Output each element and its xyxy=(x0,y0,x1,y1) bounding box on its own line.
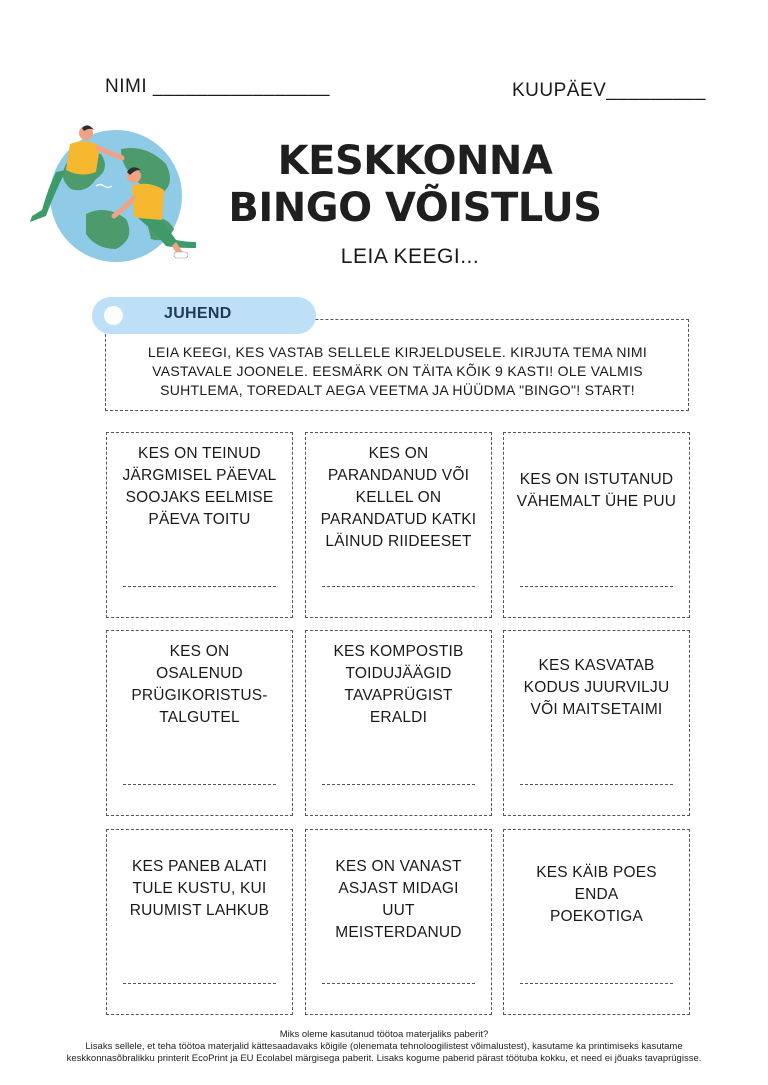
name-answer-line[interactable] xyxy=(123,784,276,785)
name-answer-line[interactable] xyxy=(123,983,276,984)
name-answer-line[interactable] xyxy=(322,784,475,785)
bingo-card-9[interactable] xyxy=(503,829,690,1015)
bingo-card-prompt: KES KÄIB POES ENDA POEKOTIGA xyxy=(536,864,657,925)
bingo-card-prompt: KES ON VANAST ASJAST MIDAGI UUT MEISTERDANUD xyxy=(335,858,462,941)
footer-question: Miks oleme kasutanud töötoa materjaliks paberit? xyxy=(279,1029,489,1040)
bingo-card-3[interactable] xyxy=(503,432,690,618)
bingo-card-7[interactable] xyxy=(106,829,293,1015)
earth-hug-illustration xyxy=(26,124,206,264)
date-field-label: KUUPÄEV_________ xyxy=(512,80,706,101)
name-answer-line[interactable] xyxy=(520,784,673,785)
page-title-line2: BINGO VÕISTLUS xyxy=(228,185,602,231)
name-answer-line[interactable] xyxy=(123,586,276,587)
name-field-label: NIMI ________________ xyxy=(105,76,330,97)
bingo-card-2[interactable] xyxy=(305,432,492,618)
bullet-dot-icon xyxy=(104,306,123,325)
name-answer-line[interactable] xyxy=(322,586,475,587)
bingo-card-prompt: KES PANEB ALATI TULE KUSTU, KUI RUUMIST LAHKUB xyxy=(129,858,270,919)
name-answer-line[interactable] xyxy=(520,983,673,984)
bingo-card-8[interactable] xyxy=(305,829,492,1015)
page-title-line1: KESKKONNA xyxy=(277,138,553,184)
bingo-card-1[interactable] xyxy=(106,432,293,618)
bingo-card-prompt: KES KASVATAB KODUS JUURVILJU VÕI MAITSETAIMI xyxy=(523,657,670,718)
bingo-card-prompt: KES ON PARANDANUD VÕI KELLEL ON PARANDATUD KATKI LÄINUD RIIDEESET xyxy=(320,445,477,550)
bingo-card-prompt: KES ON ISTUTANUD VÄHEMALT ÜHE PUU xyxy=(516,471,677,510)
instructions-text: LEIA KEEGI, KES VASTAB SELLELE KIRJELDUSELE. KIRJUTA TEMA NIMI VASTAVALE JOONELE. EESMÄRK ON TÄITA KÕIK 9 KASTI! OLE VALMIS SUHTLEMA, TOREDALT AEGA VEETMA JA HÜÜDMA "BINGO"! START! xyxy=(147,344,648,398)
instructions-heading: JUHEND xyxy=(164,305,232,322)
footer-text-line2: keskkonnasõbralikku printerit EcoPrint ja EU Ecolabel märgisega paberit. Lisaks kogume paberid pärast töötuba kokku, et need ei jõuaks tavaprügisse. xyxy=(66,1053,702,1064)
bingo-card-5[interactable] xyxy=(305,630,492,816)
bingo-card-prompt: KES KOMPOSTIB TOIDUJÄÄGID TAVAPRÜGIST ERALDI xyxy=(333,643,464,726)
bingo-card-6[interactable] xyxy=(503,630,690,816)
name-answer-line[interactable] xyxy=(520,586,673,587)
name-answer-line[interactable] xyxy=(322,983,475,984)
bingo-card-prompt: KES ON TEINUD JÄRGMISEL PÄEVAL SOOJAKS EELMISE PÄEVA TOITU xyxy=(122,445,277,528)
footer-text-line1: Lisaks sellele, et teha töötoa materjalid kättesaadavaks kõigile (olenemata tehnoloogilistest võimalustest), kasutame ka printimiseks kasutame xyxy=(85,1041,683,1052)
bingo-card-4[interactable] xyxy=(106,630,293,816)
page-subtitle: LEIA KEEGI... xyxy=(340,245,480,268)
bingo-card-prompt: KES ON OSALENUD PRÜGIKORISTUS-TALGUTEL xyxy=(131,643,268,726)
